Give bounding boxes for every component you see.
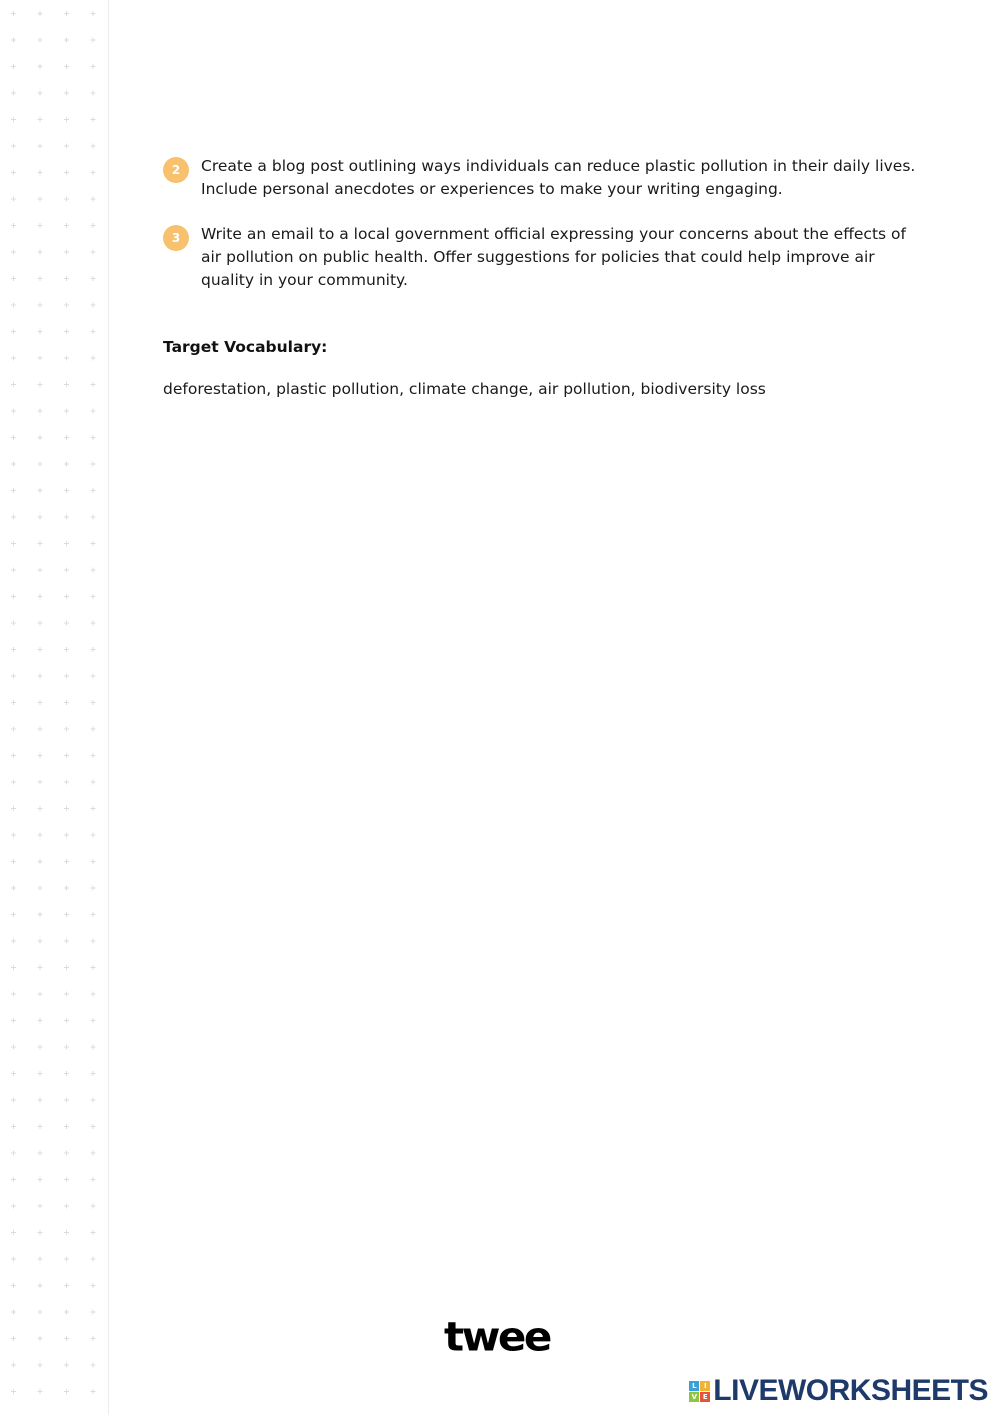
task-item-3 xyxy=(163,223,923,292)
task-text: Write an email to a local government official expressing your concerns about the effects of air pollution on public health. Offer suggestions for policies that could help improve air quality in your community. xyxy=(201,225,906,289)
vocabulary-heading: Target Vocabulary: xyxy=(163,338,328,356)
twee-logo: twee xyxy=(444,1313,550,1360)
left-margin-strip xyxy=(0,0,109,1415)
badge-letter-l: L xyxy=(689,1381,699,1391)
vocabulary-list: deforestation, plastic pollution, climate change, air pollution, biodiversity loss xyxy=(163,380,766,398)
badge-letter-e: E xyxy=(700,1392,710,1402)
liveworksheets-watermark[interactable] xyxy=(689,1374,988,1408)
task-number-badge: 2 xyxy=(163,157,189,183)
liveworksheets-badge-icon xyxy=(689,1381,710,1402)
liveworksheets-text: LIVEWORKSHEETS xyxy=(713,1374,988,1407)
worksheet-content xyxy=(163,155,923,398)
task-text: Create a blog post outlining ways individuals can reduce plastic pollution in their daily lives. Include personal anecdotes or experiences to make your writing engaging. xyxy=(201,157,916,198)
task-item-2 xyxy=(163,155,923,201)
badge-letter-i: I xyxy=(700,1381,710,1391)
plus-pattern-icon xyxy=(0,0,108,1415)
task-number-badge: 3 xyxy=(163,225,189,251)
badge-letter-v: V xyxy=(689,1392,699,1402)
